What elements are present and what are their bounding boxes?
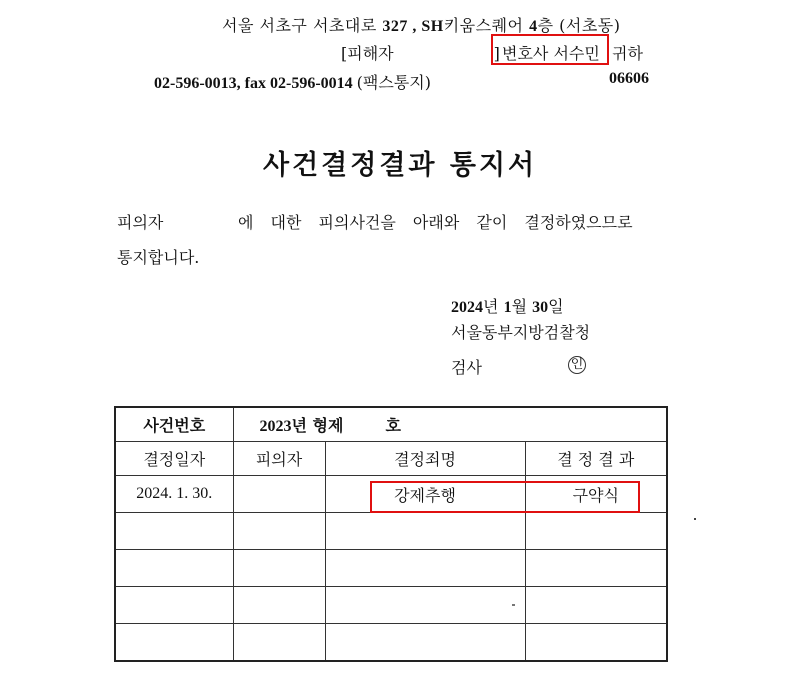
result-highlight-box — [370, 481, 640, 513]
table-row-empty — [115, 587, 667, 624]
body-line1-subject: 피의자 — [117, 213, 164, 232]
lawyer-name: 변호사 서수민 — [502, 44, 600, 63]
contact-numbers: 02-596-0013, fax 02-596-0014 (팩스통지) — [154, 73, 431, 92]
sender-address: 서울 서초구 서초대로 327 , SH키움스퀘어 4층 (서초동) — [222, 16, 621, 35]
header-decision-date: 결정일자 — [115, 442, 233, 476]
table-row-empty — [115, 550, 667, 587]
scan-speck — [694, 518, 696, 520]
zipcode: 06606 — [609, 70, 649, 87]
recipient-line: [피해자 ] — [341, 44, 500, 63]
scan-speck — [512, 604, 515, 606]
case-number-label: 사건번호 — [115, 407, 233, 442]
header-result: 결 정 결 과 — [525, 442, 667, 476]
decision-table — [114, 406, 668, 662]
body-line2: 통지합니다. — [117, 248, 200, 267]
header-charge: 결정죄명 — [325, 442, 525, 476]
table-row-empty — [115, 624, 667, 662]
honorific: 귀하 — [612, 44, 643, 63]
seal-mark: 인 — [568, 356, 586, 374]
cell-charge: 강제추행 — [325, 476, 525, 513]
header-suspect: 피의자 — [233, 442, 325, 476]
case-number-row — [115, 407, 667, 442]
case-number-value: 2023년 형제 호 — [233, 407, 667, 442]
table-row-empty — [115, 513, 667, 550]
table-header-row — [115, 442, 667, 476]
cell-result: 구약식 — [525, 476, 667, 513]
prosecutor-label: 검사 — [451, 358, 482, 377]
decision-date: 2024년 1월 30일 — [451, 297, 564, 316]
cell-suspect — [233, 476, 325, 513]
body-line1-text: 에 대한 피의사건을 아래와 같이 결정하였으므로 — [238, 213, 633, 232]
document-title: 사건결정결과 통지서 — [263, 150, 538, 181]
prosecutors-office: 서울동부지방검찰청 — [451, 323, 591, 342]
cell-decision-date: 2024. 1. 30. — [115, 476, 233, 513]
